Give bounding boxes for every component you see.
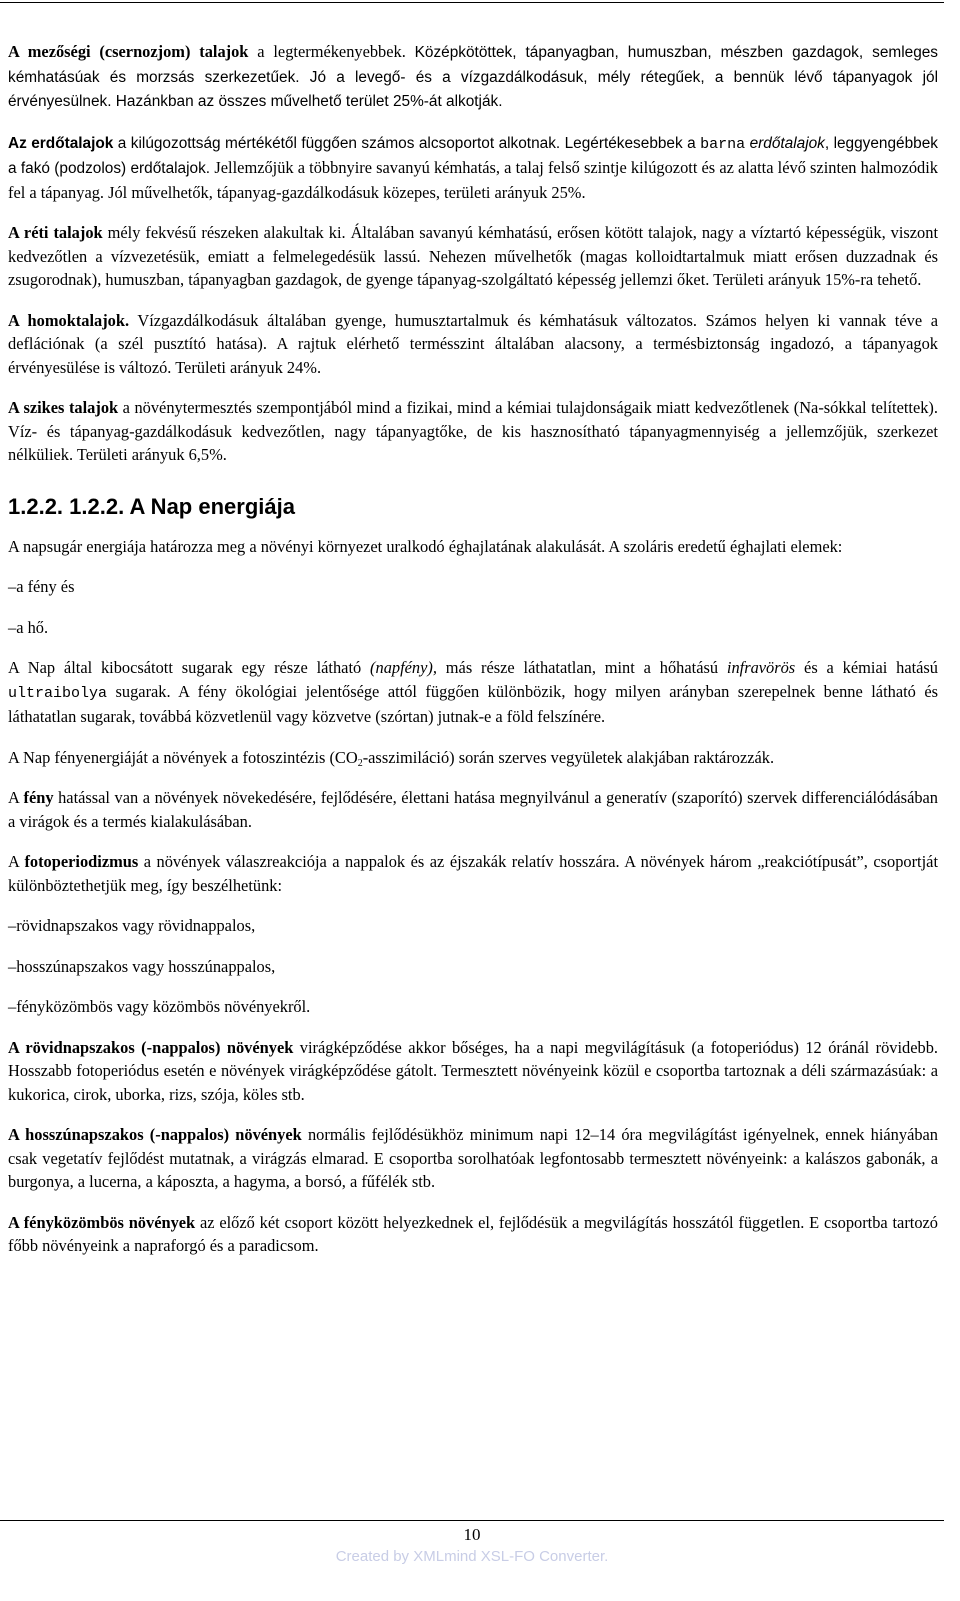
bold-term: A szikes talajok (8, 398, 119, 417)
text: hatással van a növények növekedésére, fejlődésére, élettani hatása megnyilvánul a generatív (szaporító) szervek differenciálódásában a virágok és a termés kialakulásában. (8, 788, 939, 831)
bold-term: A rövidnapszakos (-nappalos) növények (8, 1037, 294, 1057)
text: és a kémiai hatású (795, 658, 938, 677)
page-number: 10 (463, 1525, 481, 1544)
paragraph-sugarak (8, 656, 938, 729)
list-item: –a hő. (8, 617, 49, 637)
text: sugarak. A fény ökológiai jelentősége attól függően különbözik, hogy milyen arányban szerepelnek benne látható és láthatatlan sugarak, továbbá közvetlenül vagy közvetve (szórtan) jutnak-e a föld felszínére. (8, 681, 938, 726)
text: Jellemzőjük a többnyire savanyú kémhatás, a talaj felső szintje kilúgozott és az alatta lévő szinten halmozódik fel a tápanyag. Jól művelhetők, tápanyag-gazdálkodásuk közepes, területi arányuk 25%. (8, 158, 939, 202)
paragraph-napsugar: A napsugár energiája határozza meg a növényi környezet uralkodó éghajlatának alakulását. A szoláris eredetű éghajlati elemek: (8, 536, 843, 556)
text: A (8, 852, 25, 871)
footer-credit: Created by XMLmind XSL-FO Converter. (335, 1548, 609, 1565)
text-mono: barna (700, 135, 746, 153)
paragraph-fotoszintezis (8, 746, 938, 770)
text-sans: a kilúgozottság mértékétől függően számos alcsoportot alkotnak. Legértékesebbek a (113, 134, 701, 152)
text-mono: ultraibolya (8, 684, 108, 702)
text: A (8, 788, 24, 807)
text: az előző két csoport között helyezkednek el, fejlődésük a megvilágítás hosszától független. E csoportba tartozó főbb növényeink a napraforgó és a paradicsom. (8, 1212, 938, 1255)
text-sans: Középkötöttek, tápanyagban, humuszban, mészben gazdagok, semleges kémhatásúak és morzsás szerkezetűek. Jó a levegő- és a vízgazdálkodásuk, mély rétegűek, a bennük lévő tápanyagok jól érvényesülnek. Hazánkban az összes művelhető terület 25%-át alkotják. (8, 44, 939, 110)
paragraph-fenykozombos (8, 1211, 938, 1258)
text: A Nap fényenergiáját a növények a fotoszintézis (CO (8, 747, 358, 767)
bold-term: A mezőségi (csernozjom) talajok (8, 42, 249, 61)
paragraph-reti (8, 221, 938, 292)
text: A Nap által kibocsátott sugarak egy része látható (8, 658, 371, 677)
bold-term: Az erdőtalajok (8, 134, 114, 152)
section-heading: 1.2.2. 1.2.2. A Nap energiája (8, 493, 295, 519)
bold-term: A homoktalajok. (8, 310, 130, 330)
paragraph-feny (8, 786, 938, 833)
list-item: –hosszúnapszakos vagy hosszúnappalos, (8, 956, 276, 976)
subscript: 2 (357, 757, 363, 769)
text: más része láthatatlan, mint a hőhatású (436, 658, 727, 677)
bold-term: fotoperiodizmus (24, 852, 139, 871)
bold-term: A réti talajok (8, 223, 103, 242)
document-body (8, 40, 938, 1275)
header-rule (0, 2, 944, 3)
paragraph-hosszunapszakos (8, 1123, 938, 1194)
list-item: –a fény és (8, 577, 75, 596)
text: a legtermékenyebbek. (248, 42, 415, 61)
paragraph-mezosegi (8, 40, 938, 114)
list-item: –fényközömbös vagy közömbös növényekről. (8, 997, 311, 1016)
text: a növények válaszreakciója a nappalok és az éjszakák relatív hosszára. A növények három „reakciótípusát”, csoportját különböztethetjük meg, így beszélhetünk: (8, 852, 938, 895)
text: -asszimiláció) során szerves vegyületek alakjában raktározzák. (362, 747, 775, 767)
text: virágképződése akkor bőséges, ha a napi megvilágításuk (a fotoperiódus) 12 óránál rövidebb. Hosszabb fotoperiódus esetén e növények virágképződése gátolt. Termesztett növényeink közül e csoportba tartoznak a déli származásúak: a kukorica, cirok, uborka, rizs, szója, köles stb. (8, 1037, 938, 1104)
paragraph-erdotalajok (8, 131, 938, 205)
text-sans: , leggyengébbek a fakó (podzolos) erdőtalajok. (8, 134, 938, 177)
text: a növénytermesztés szempontjából mind a fizikai, mind a kémiai tulajdonságaik miatt kedvezőtlenek (Na-sókkal telítettek). Víz- és tápanyag-gazdálkodásuk kedvezőtlen, nagy tápanyagtőke, de kis hasznosítható tápanyagmennyiség a jellemzőjük, szerkezet nélküliek. Területi arányuk 6,5%. (8, 398, 938, 464)
paragraph-homok (8, 309, 938, 380)
bold-term: A hosszúnapszakos (-nappalos) növények (8, 1125, 302, 1144)
paragraph-fotoperiodizmus (8, 850, 938, 897)
bold-term: A fényközömbös növények (8, 1212, 196, 1232)
text: normális fejlődésükhöz minimum napi 12–14 óra megvilágítást igényelnek, ennek hiányában csak vegetatív fejlődést mutatnak, a virágzás elmarad. E csoportba sorolhatóak legfontosabb termesztett növényeink: a kalászos gabonák, a burgonya, a lucerna, a káposzta, a hagyma, a borsó, a fűfélék stb. (8, 1125, 939, 1191)
list-item: –rövidnapszakos vagy rövidnappalos, (8, 916, 256, 935)
paragraph-rovidnapszakos (8, 1036, 938, 1107)
text-italic: infravörös (726, 658, 796, 677)
paragraph-szikes (8, 396, 938, 467)
bold-term: fény (23, 788, 54, 807)
text: mély fekvésű részeken alakultak ki. Általában savanyú kémhatású, erősen kötött talajok, nagy a víztartó képességük, viszont kedvezőtlen a vízvezetésük, emiatt a felmelegedésük lassú. Nehezen művelhetők (magas kolloidtartalmuk miatt erősen duzzadnak és zsugorodnak), humuszban, tápanyagban gazdagok, de gyenge tápanyag-szolgáltató képesség jellemzi őket. Területi arányuk 15%-ra tehető. (8, 223, 938, 289)
text-italic: erdőtalajok (745, 134, 825, 152)
text-italic: (napfény), (370, 658, 437, 677)
text: Vízgazdálkodásuk általában gyenge, humusztartalmuk és kémhatásuk változatos. Számos helyen ki vannak téve a deflációnak (a szél pusztító hatása). A rajtuk elérhető termésszint általában alacsony, a termésbiztonság ingadozó, a tápanyagok érvényesülése is változó. Területi arányuk 24%. (8, 310, 938, 377)
